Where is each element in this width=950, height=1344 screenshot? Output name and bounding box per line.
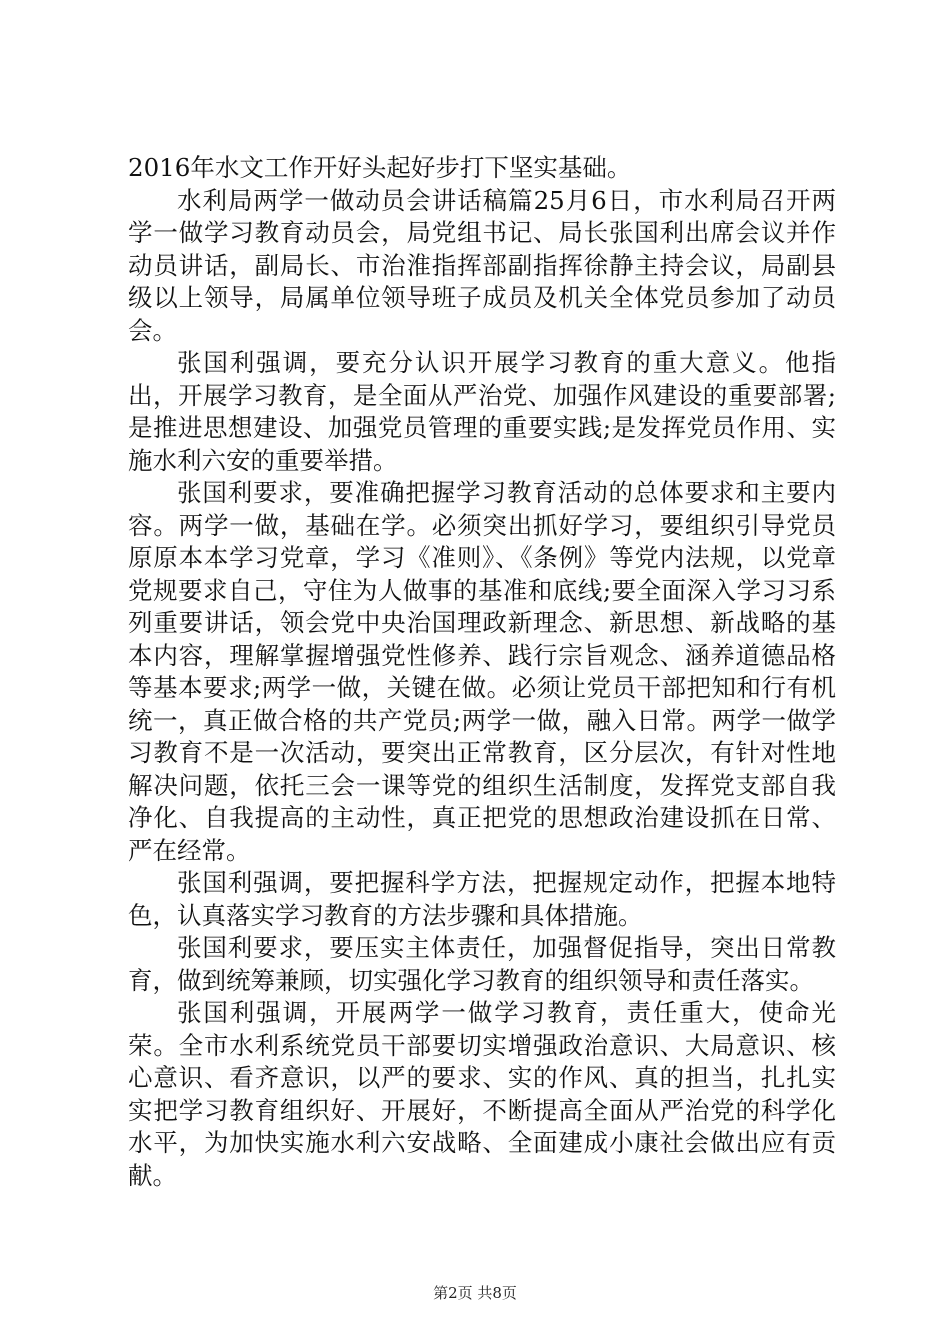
paragraph-4: 张国利要求，要准确把握学习教育活动的总体要求和主要内容。两学一做，基础在学。必须突出抓好学习，要组织引导党员原原本本学习党章，学习《准则》、《条例》等党内法规，以党章党规要求自己，守住为人做事的基准和底线;要全面深入学习习系列重要讲话，领会党中央治国理政新理念、新思想、新战略的基本内容，理解掌握增强党性修养、践行宗旨观念、涵养道德品格等基本要求;两学一做，关键在做。必须让党员干部把知和行有机统一，真正做合格的共产党员;两学一做，融入日常。两学一做学习教育不是一次活动，要突出正常教育，区分层次，有针对性地解决问题，依托三会一课等党的组织生活制度，发挥党支部自我净化、自我提高的主动性，真正把党的思想政治建设抓在日常、严在经常。 xyxy=(128,478,836,865)
page-number-footer: 第2页 共8页 xyxy=(433,1284,517,1302)
paragraph-7: 张国利强调，开展两学一做学习教育，责任重大，使命光荣。全市水利系统党员干部要切实增强政治意识、大局意识、核心意识、看齐意识，以严的要求、实的作风、真的担当，扎扎实实把学习教育组织好、开展好，不断提高全面从严治党的科学化水平，为加快实施水利六安战略、全面建成小康社会做出应有贡献。 xyxy=(128,998,836,1190)
paragraph-2: 水利局两学一做动员会讲话稿篇25月6日，市水利局召开两学一做学习教育动员会，局党组书记、局长张国利出席会议并作动员讲话，副局长、市治淮指挥部副指挥徐静主持会议，局副县级以上领导，局属单位领导班子成员及机关全体党员参加了动员会。 xyxy=(128,185,836,345)
paragraph-5: 张国利强调，要把握科学方法，把握规定动作，把握本地特色，认真落实学习教育的方法步骤和具体措施。 xyxy=(128,868,836,930)
paragraph-6: 张国利要求，要压实主体责任，加强督促指导，突出日常教育，做到统筹兼顾，切实强化学习教育的组织领导和责任落实。 xyxy=(128,933,836,995)
paragraph-1: 2016年水文工作开好头起好步打下坚实基础。 xyxy=(128,153,632,182)
paragraph-3: 张国利强调，要充分认识开展学习教育的重大意义。他指出，开展学习教育，是全面从严治党、加强作风建设的重要部署;是推进思想建设、加强党员管理的重要实践;是发挥党员作用、实施水利六安的重要举措。 xyxy=(128,348,836,475)
document-body xyxy=(128,152,836,1192)
